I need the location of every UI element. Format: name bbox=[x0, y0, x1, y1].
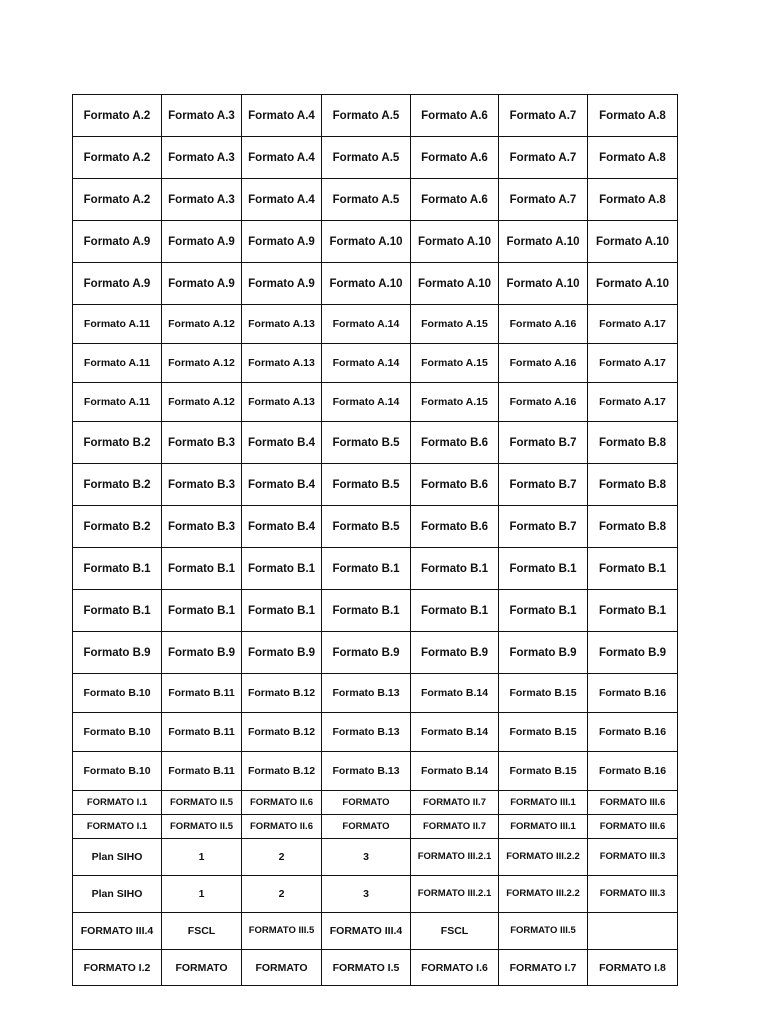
table-cell: Formato A.5 bbox=[322, 95, 411, 137]
table-cell: Plan SIHO bbox=[73, 839, 162, 876]
table-cell: Formato B.14 bbox=[411, 674, 499, 713]
table-cell: Formato B.1 bbox=[588, 548, 678, 590]
table-cell: Formato B.13 bbox=[322, 674, 411, 713]
table-cell: FSCL bbox=[162, 913, 242, 950]
table-cell: FORMATO III.2.1 bbox=[411, 876, 499, 913]
table-row bbox=[73, 548, 678, 590]
table-cell: Formato B.11 bbox=[162, 713, 242, 752]
table-cell: Formato B.16 bbox=[588, 752, 678, 791]
table-cell: 2 bbox=[242, 839, 322, 876]
table-cell: FORMATO I.7 bbox=[499, 950, 588, 986]
table-cell: Formato A.16 bbox=[499, 344, 588, 383]
table-cell: Formato A.17 bbox=[588, 383, 678, 422]
table-cell: Formato B.1 bbox=[322, 548, 411, 590]
table-cell: Formato A.4 bbox=[242, 95, 322, 137]
table-cell: Formato B.5 bbox=[322, 506, 411, 548]
table-row bbox=[73, 632, 678, 674]
table-cell: 1 bbox=[162, 876, 242, 913]
table-row bbox=[73, 221, 678, 263]
table-cell: Formato A.7 bbox=[499, 179, 588, 221]
table-row bbox=[73, 913, 678, 950]
table-cell: FORMATO II.6 bbox=[242, 815, 322, 839]
table-row bbox=[73, 344, 678, 383]
table-cell: FORMATO II.7 bbox=[411, 791, 499, 815]
table-row bbox=[73, 464, 678, 506]
table-cell: Formato B.8 bbox=[588, 464, 678, 506]
table-cell: 3 bbox=[322, 876, 411, 913]
table-cell: Plan SIHO bbox=[73, 876, 162, 913]
table-cell: FORMATO I.1 bbox=[73, 791, 162, 815]
table-cell: Formato B.5 bbox=[322, 464, 411, 506]
table-cell: Formato A.15 bbox=[411, 383, 499, 422]
table-cell: Formato B.1 bbox=[242, 590, 322, 632]
table-cell: FORMATO III.4 bbox=[322, 913, 411, 950]
table-cell: Formato B.9 bbox=[411, 632, 499, 674]
format-table-body bbox=[73, 95, 678, 986]
table-cell: Formato A.14 bbox=[322, 344, 411, 383]
table-cell: Formato A.9 bbox=[73, 221, 162, 263]
table-cell: Formato B.15 bbox=[499, 713, 588, 752]
table-cell: Formato A.10 bbox=[322, 263, 411, 305]
format-table bbox=[72, 94, 678, 986]
table-cell: FORMATO II.6 bbox=[242, 791, 322, 815]
table-cell: Formato A.9 bbox=[73, 263, 162, 305]
table-cell: Formato A.13 bbox=[242, 383, 322, 422]
table-cell: Formato B.5 bbox=[322, 422, 411, 464]
table-cell: Formato A.15 bbox=[411, 305, 499, 344]
table-cell: Formato A.2 bbox=[73, 95, 162, 137]
table-cell: Formato B.10 bbox=[73, 674, 162, 713]
table-row bbox=[73, 137, 678, 179]
table-cell: Formato A.10 bbox=[322, 221, 411, 263]
table-cell: Formato B.6 bbox=[411, 422, 499, 464]
table-cell: Formato B.1 bbox=[411, 590, 499, 632]
table-row bbox=[73, 422, 678, 464]
table-row bbox=[73, 305, 678, 344]
table-cell: Formato B.4 bbox=[242, 464, 322, 506]
table-cell: Formato B.1 bbox=[162, 590, 242, 632]
table-cell: Formato A.13 bbox=[242, 344, 322, 383]
table-cell: Formato B.2 bbox=[73, 464, 162, 506]
table-cell: FORMATO I.1 bbox=[73, 815, 162, 839]
table-cell: Formato B.12 bbox=[242, 674, 322, 713]
table-cell: Formato A.9 bbox=[242, 221, 322, 263]
table-cell: Formato B.1 bbox=[242, 548, 322, 590]
table-cell: Formato A.3 bbox=[162, 179, 242, 221]
table-cell: Formato B.1 bbox=[588, 590, 678, 632]
table-cell: Formato B.1 bbox=[499, 590, 588, 632]
table-cell: Formato A.9 bbox=[162, 221, 242, 263]
table-row bbox=[73, 263, 678, 305]
table-cell: Formato B.9 bbox=[162, 632, 242, 674]
table-cell: Formato A.7 bbox=[499, 95, 588, 137]
table-cell: Formato A.9 bbox=[162, 263, 242, 305]
table-cell: FORMATO III.2.1 bbox=[411, 839, 499, 876]
table-cell: Formato B.1 bbox=[73, 590, 162, 632]
table-cell: FORMATO III.5 bbox=[242, 913, 322, 950]
table-cell: Formato A.15 bbox=[411, 344, 499, 383]
table-cell: Formato A.10 bbox=[499, 263, 588, 305]
table-cell: Formato A.6 bbox=[411, 179, 499, 221]
table-cell: Formato A.11 bbox=[73, 305, 162, 344]
table-cell: Formato B.16 bbox=[588, 713, 678, 752]
table-cell: Formato B.6 bbox=[411, 506, 499, 548]
table-cell: FORMATO I.8 bbox=[588, 950, 678, 986]
table-row bbox=[73, 791, 678, 815]
table-cell: Formato B.15 bbox=[499, 752, 588, 791]
table-cell: Formato B.9 bbox=[588, 632, 678, 674]
table-cell: Formato A.17 bbox=[588, 305, 678, 344]
table-cell: Formato B.6 bbox=[411, 464, 499, 506]
table-row bbox=[73, 752, 678, 791]
table-cell: Formato A.8 bbox=[588, 95, 678, 137]
table-row bbox=[73, 95, 678, 137]
table-cell: Formato A.5 bbox=[322, 137, 411, 179]
table-cell: Formato B.3 bbox=[162, 422, 242, 464]
table-cell: Formato B.14 bbox=[411, 713, 499, 752]
table-row bbox=[73, 950, 678, 986]
table-cell: Formato B.12 bbox=[242, 752, 322, 791]
table-cell: Formato B.1 bbox=[322, 590, 411, 632]
table-cell: Formato B.4 bbox=[242, 506, 322, 548]
table-cell: Formato B.3 bbox=[162, 464, 242, 506]
table-cell: 2 bbox=[242, 876, 322, 913]
table-cell: Formato B.2 bbox=[73, 422, 162, 464]
table-cell: Formato B.11 bbox=[162, 674, 242, 713]
table-cell: Formato B.9 bbox=[322, 632, 411, 674]
table-cell: Formato B.8 bbox=[588, 422, 678, 464]
table-cell: Formato A.8 bbox=[588, 179, 678, 221]
table-cell: FORMATO bbox=[322, 815, 411, 839]
table-cell: Formato A.14 bbox=[322, 305, 411, 344]
table-cell: Formato B.9 bbox=[499, 632, 588, 674]
table-cell: Formato A.11 bbox=[73, 344, 162, 383]
table-cell: Formato A.2 bbox=[73, 137, 162, 179]
table-cell: FSCL bbox=[411, 913, 499, 950]
table-cell: Formato A.10 bbox=[588, 221, 678, 263]
table-cell: Formato B.10 bbox=[73, 713, 162, 752]
table-row bbox=[73, 179, 678, 221]
table-cell: Formato A.17 bbox=[588, 344, 678, 383]
table-cell: FORMATO bbox=[242, 950, 322, 986]
table-cell: Formato A.9 bbox=[242, 263, 322, 305]
table-cell: Formato B.9 bbox=[242, 632, 322, 674]
table-cell: FORMATO I.2 bbox=[73, 950, 162, 986]
table-cell: Formato A.11 bbox=[73, 383, 162, 422]
table-cell: FORMATO III.6 bbox=[588, 791, 678, 815]
table-cell: Formato A.3 bbox=[162, 137, 242, 179]
table-cell: FORMATO III.4 bbox=[73, 913, 162, 950]
table-cell: Formato A.4 bbox=[242, 137, 322, 179]
table-cell: Formato B.2 bbox=[73, 506, 162, 548]
table-cell: 1 bbox=[162, 839, 242, 876]
table-cell: Formato A.10 bbox=[499, 221, 588, 263]
table-row bbox=[73, 815, 678, 839]
table-cell: Formato A.14 bbox=[322, 383, 411, 422]
table-cell bbox=[588, 913, 678, 950]
table-cell: Formato A.10 bbox=[588, 263, 678, 305]
table-cell: FORMATO II.5 bbox=[162, 815, 242, 839]
table-cell: Formato A.8 bbox=[588, 137, 678, 179]
table-cell: Formato B.4 bbox=[242, 422, 322, 464]
table-row bbox=[73, 383, 678, 422]
table-row bbox=[73, 713, 678, 752]
table-cell: Formato A.13 bbox=[242, 305, 322, 344]
table-cell: Formato A.7 bbox=[499, 137, 588, 179]
table-cell: Formato B.11 bbox=[162, 752, 242, 791]
table-row bbox=[73, 674, 678, 713]
table-cell: Formato B.1 bbox=[411, 548, 499, 590]
table-cell: Formato B.14 bbox=[411, 752, 499, 791]
table-cell: FORMATO III.2.2 bbox=[499, 839, 588, 876]
table-cell: Formato B.13 bbox=[322, 752, 411, 791]
table-cell: FORMATO III.5 bbox=[499, 913, 588, 950]
table-cell: Formato A.6 bbox=[411, 95, 499, 137]
table-cell: FORMATO I.6 bbox=[411, 950, 499, 986]
table-cell: FORMATO II.5 bbox=[162, 791, 242, 815]
table-row bbox=[73, 839, 678, 876]
table-cell: Formato A.16 bbox=[499, 305, 588, 344]
table-cell: FORMATO I.5 bbox=[322, 950, 411, 986]
table-cell: Formato B.7 bbox=[499, 464, 588, 506]
table-cell: Formato A.10 bbox=[411, 263, 499, 305]
table-cell: Formato B.10 bbox=[73, 752, 162, 791]
table-cell: Formato A.4 bbox=[242, 179, 322, 221]
table-cell: FORMATO III.2.2 bbox=[499, 876, 588, 913]
table-cell: Formato A.2 bbox=[73, 179, 162, 221]
table-cell: FORMATO III.3 bbox=[588, 876, 678, 913]
table-cell: Formato B.1 bbox=[162, 548, 242, 590]
table-cell: Formato B.3 bbox=[162, 506, 242, 548]
table-cell: FORMATO III.1 bbox=[499, 791, 588, 815]
table-cell: Formato B.1 bbox=[73, 548, 162, 590]
table-cell: Formato A.12 bbox=[162, 344, 242, 383]
table-cell: Formato A.5 bbox=[322, 179, 411, 221]
table-cell: 3 bbox=[322, 839, 411, 876]
table-cell: Formato B.9 bbox=[73, 632, 162, 674]
table-cell: FORMATO bbox=[322, 791, 411, 815]
table-cell: Formato B.12 bbox=[242, 713, 322, 752]
table-row bbox=[73, 506, 678, 548]
table-row bbox=[73, 876, 678, 913]
table-cell: Formato B.16 bbox=[588, 674, 678, 713]
table-cell: Formato B.13 bbox=[322, 713, 411, 752]
table-cell: Formato B.7 bbox=[499, 422, 588, 464]
table-cell: Formato A.6 bbox=[411, 137, 499, 179]
table-cell: Formato B.15 bbox=[499, 674, 588, 713]
table-cell: Formato A.3 bbox=[162, 95, 242, 137]
table-cell: Formato A.10 bbox=[411, 221, 499, 263]
table-cell: FORMATO III.1 bbox=[499, 815, 588, 839]
table-cell: FORMATO III.6 bbox=[588, 815, 678, 839]
table-cell: Formato B.7 bbox=[499, 506, 588, 548]
table-cell: FORMATO bbox=[162, 950, 242, 986]
table-cell: Formato A.16 bbox=[499, 383, 588, 422]
table-cell: Formato B.1 bbox=[499, 548, 588, 590]
table-cell: FORMATO III.3 bbox=[588, 839, 678, 876]
table-cell: Formato A.12 bbox=[162, 383, 242, 422]
table-cell: Formato B.8 bbox=[588, 506, 678, 548]
table-cell: FORMATO II.7 bbox=[411, 815, 499, 839]
table-row bbox=[73, 590, 678, 632]
table-cell: Formato A.12 bbox=[162, 305, 242, 344]
